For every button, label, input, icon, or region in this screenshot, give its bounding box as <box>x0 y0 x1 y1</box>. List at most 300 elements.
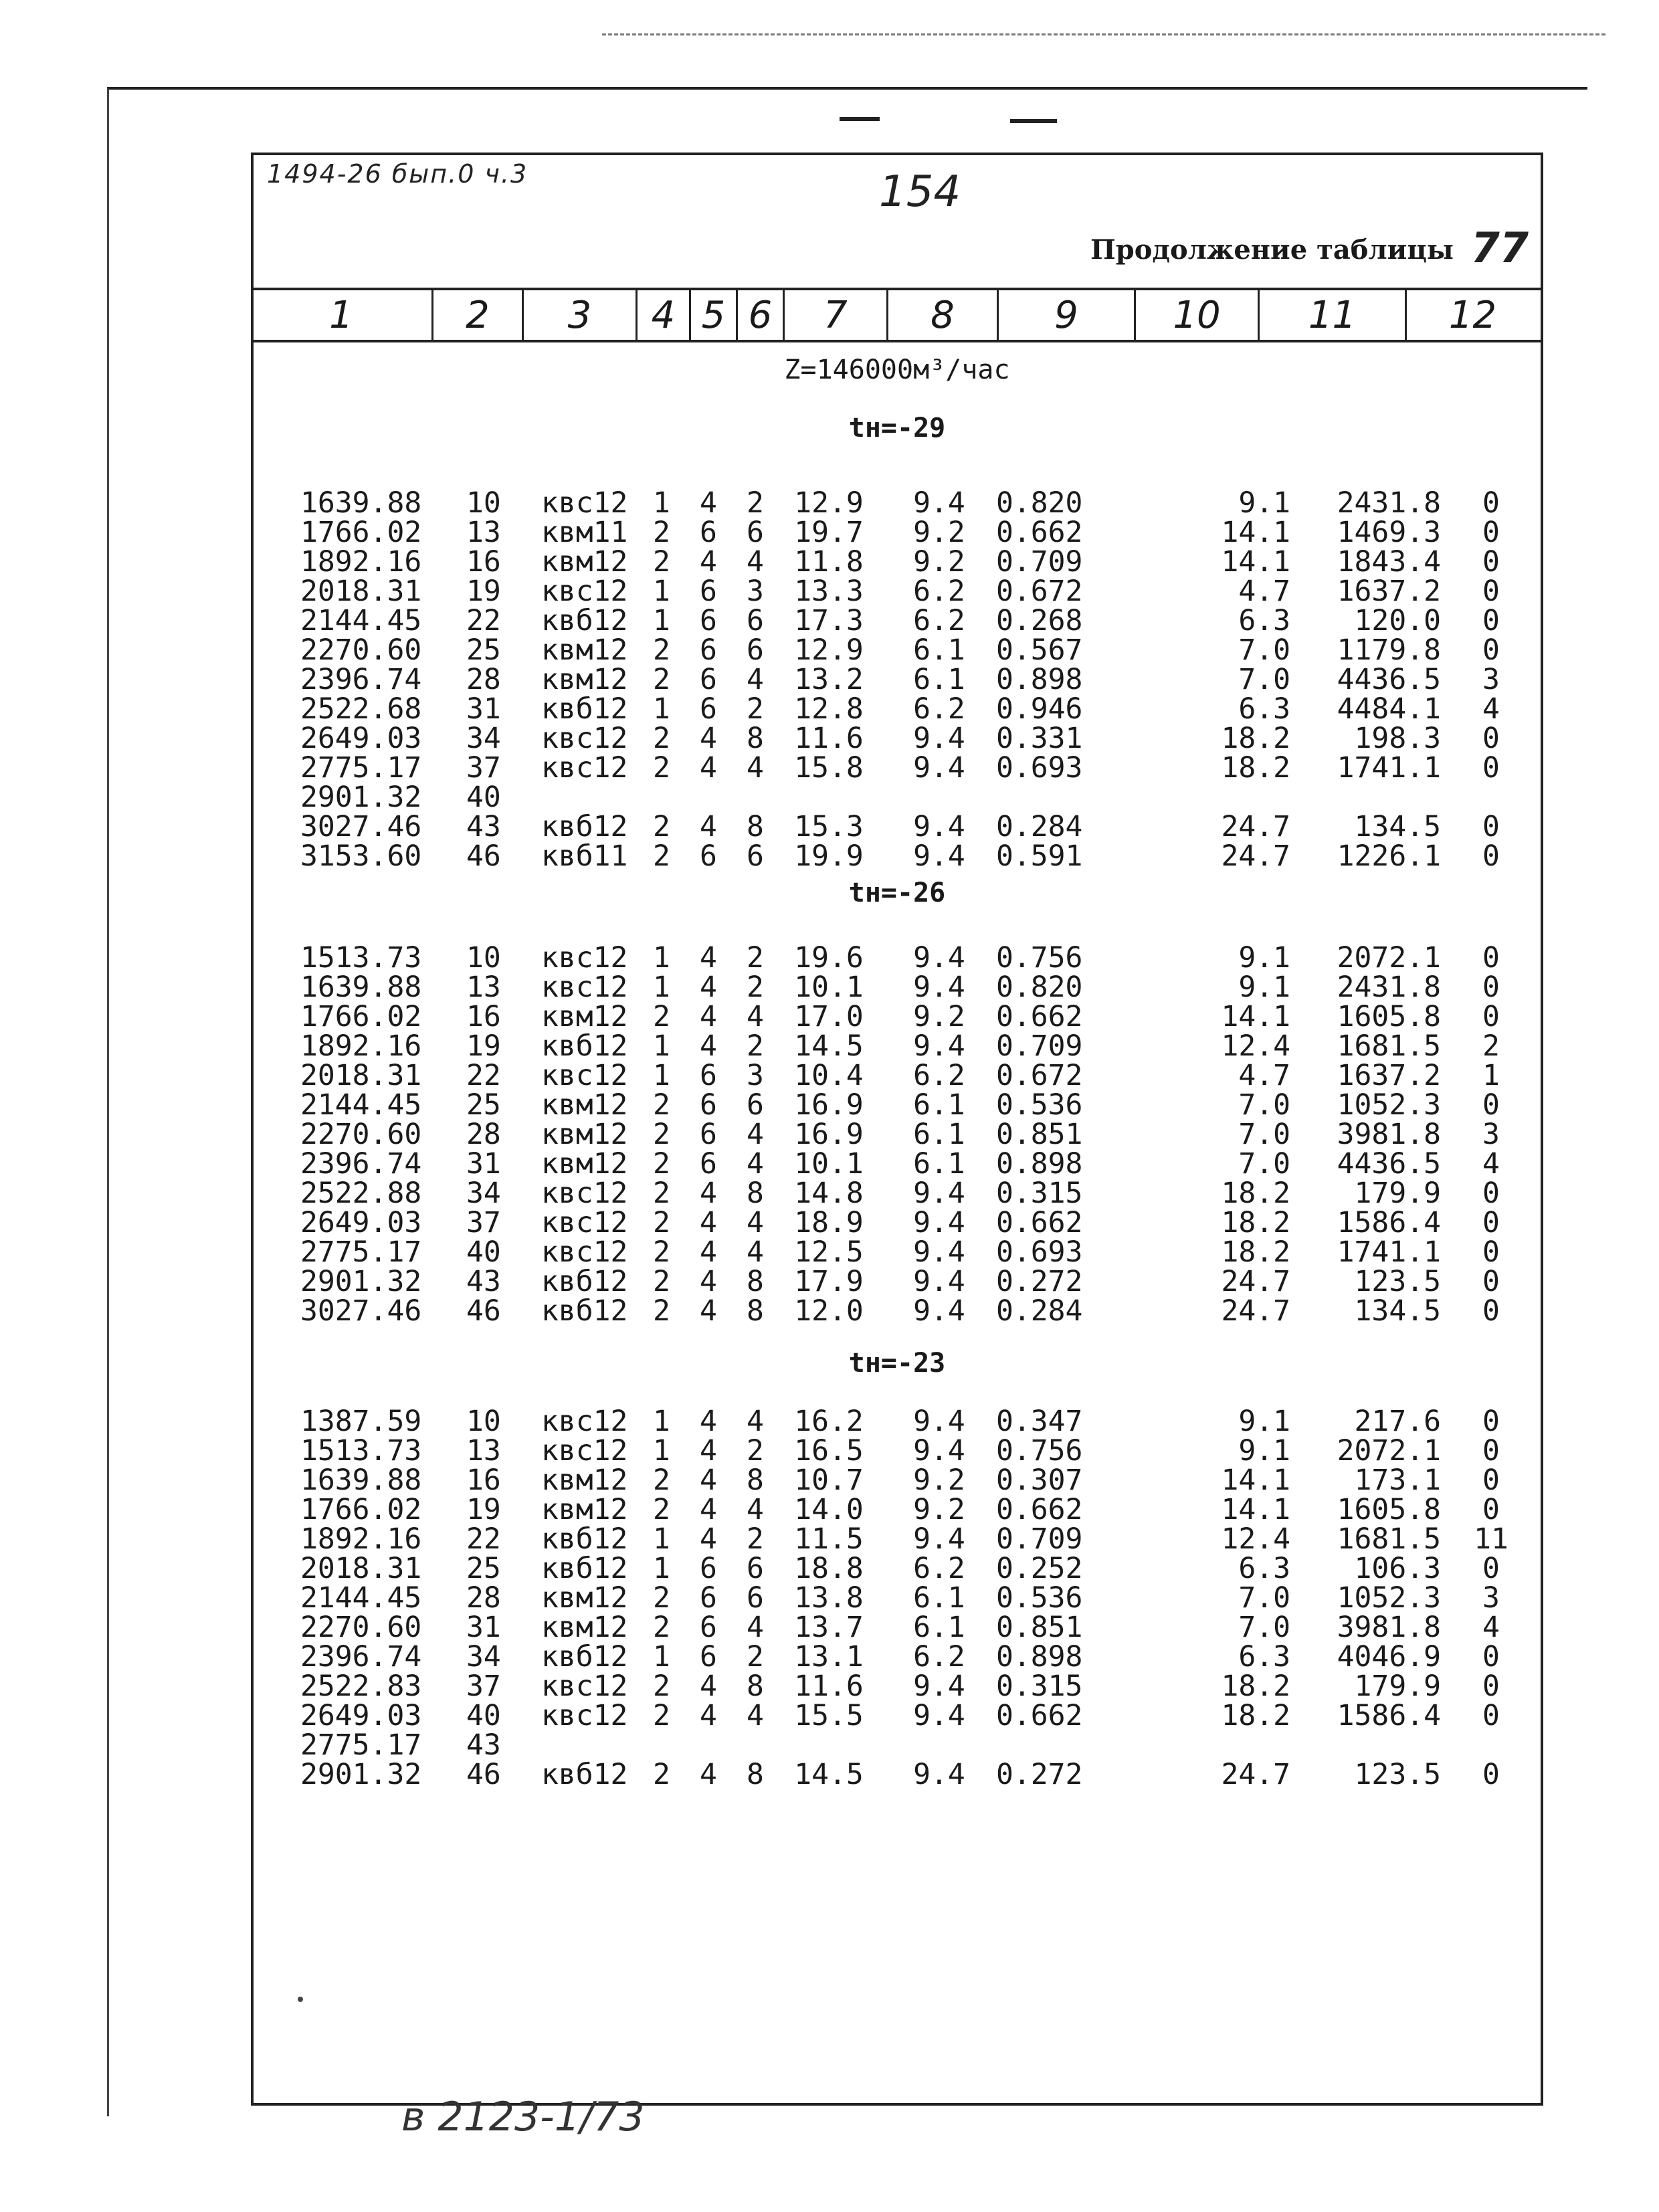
table-row <box>254 1235 1541 1269</box>
table-cell: 1469.3 <box>1337 516 1441 549</box>
table-cell: 6.3 <box>1238 1640 1290 1674</box>
table-cell: 8 <box>747 1464 764 1497</box>
table-row <box>254 941 1541 975</box>
column-header: 4 <box>636 290 689 340</box>
table-cell: 2018.31 <box>300 1059 422 1092</box>
table-cell: 6.1 <box>913 1581 965 1615</box>
table-cell: 2 <box>653 1464 670 1497</box>
table-cell: 1681.5 <box>1337 1029 1441 1063</box>
table-cell: 25 <box>466 1552 501 1585</box>
table-cell: 2018.31 <box>300 575 422 608</box>
table-cell: 4 <box>700 941 717 975</box>
table-cell: 1179.8 <box>1337 633 1441 667</box>
table-cell: 179.9 <box>1354 1177 1441 1210</box>
table-cell: 0.662 <box>996 1699 1083 1732</box>
table-cell: 1 <box>653 1059 670 1092</box>
table-cell: 3 <box>747 1059 764 1092</box>
table-row <box>254 781 1541 814</box>
table-cell: 4 <box>747 1206 764 1239</box>
table-cell: 6.2 <box>913 575 965 608</box>
document-sheet <box>251 153 1543 2106</box>
table-cell: 24.7 <box>1221 839 1290 873</box>
table-cell: 6.3 <box>1238 604 1290 637</box>
table-cell: 6 <box>700 1147 717 1181</box>
table-cell: 2 <box>653 1265 670 1298</box>
table-cell: 0.662 <box>996 516 1083 549</box>
table-cell: 8 <box>747 1758 764 1791</box>
table-cell: 0.756 <box>996 1434 1083 1468</box>
table-cell: 0.284 <box>996 1294 1083 1328</box>
table-cell: 13 <box>466 971 501 1004</box>
table-cell: 2522.68 <box>300 692 422 726</box>
table-row <box>254 663 1541 696</box>
table-cell: 0.662 <box>996 1206 1083 1239</box>
table-cell: 9.1 <box>1238 971 1290 1004</box>
table-cell: квб12 <box>541 1265 628 1298</box>
table-row <box>254 1581 1541 1615</box>
table-cell: 19.9 <box>794 839 864 873</box>
table-cell: 1 <box>653 604 670 637</box>
table-row <box>254 575 1541 608</box>
table-row <box>254 1405 1541 1438</box>
table-row <box>254 1088 1541 1122</box>
table-cell: 9.4 <box>913 839 965 873</box>
table-cell: 4 <box>700 1522 717 1556</box>
table-cell: 0.693 <box>996 751 1083 785</box>
table-cell: 0.898 <box>996 1640 1083 1674</box>
table-cell: 15.5 <box>794 1699 864 1732</box>
table-cell: 24.7 <box>1221 1294 1290 1328</box>
table-cell: 3027.46 <box>300 1294 422 1328</box>
table-cell: 3027.46 <box>300 810 422 843</box>
table-cell: 12.4 <box>1221 1029 1290 1063</box>
table-cell: 4 <box>700 1670 717 1703</box>
table-row <box>254 1522 1541 1556</box>
table-cell: 19.6 <box>794 941 864 975</box>
table-cell: 0.315 <box>996 1177 1083 1210</box>
table-cell: 2 <box>747 486 764 520</box>
table-cell: 18.2 <box>1221 1670 1290 1703</box>
table-cell: 2 <box>653 1147 670 1181</box>
table-cell: 2072.1 <box>1337 1434 1441 1468</box>
table-cell: 0.307 <box>996 1464 1083 1497</box>
table-cell: 0.851 <box>996 1611 1083 1644</box>
table-cell: 14.1 <box>1221 516 1290 549</box>
table-cell: 2649.03 <box>300 1699 422 1732</box>
table-cell: 14.0 <box>794 1493 864 1526</box>
table-cell: 24.7 <box>1221 1265 1290 1298</box>
table-cell: 9.4 <box>913 1029 965 1063</box>
table-cell: 4 <box>700 971 717 1004</box>
table-cell: 4046.9 <box>1337 1640 1441 1674</box>
table-cell: 6 <box>700 839 717 873</box>
table-cell: 217.6 <box>1354 1405 1441 1438</box>
table-caption-label: Продолжение таблицы <box>1090 234 1454 266</box>
table-cell: 4 <box>747 1235 764 1269</box>
table-cell: квм12 <box>541 1118 628 1151</box>
table-cell: 31 <box>466 1611 501 1644</box>
table-cell: 6.3 <box>1238 692 1290 726</box>
table-cell: 9.4 <box>913 722 965 755</box>
table-cell: 2 <box>747 1640 764 1674</box>
table-cell: квб11 <box>541 839 628 873</box>
table-cell: 24.7 <box>1221 1758 1290 1791</box>
document-code: 1494-26 бып.0 ч.3 <box>267 159 528 189</box>
table-cell: 9.4 <box>913 1265 965 1298</box>
table-cell: 8 <box>747 1670 764 1703</box>
table-cell: 9.4 <box>913 1758 965 1791</box>
table-cell: 4 <box>700 751 717 785</box>
table-cell: 3153.60 <box>300 839 422 873</box>
table-cell: 2270.60 <box>300 633 422 667</box>
table-cell: 9.4 <box>913 1206 965 1239</box>
table-cell: 0 <box>1482 633 1500 667</box>
table-row <box>254 545 1541 579</box>
table-cell: 13 <box>466 1434 501 1468</box>
table-cell: 9.4 <box>913 1177 965 1210</box>
table-cell: 179.9 <box>1354 1670 1441 1703</box>
column-header: 5 <box>689 290 736 340</box>
table-cell: 2775.17 <box>300 1235 422 1269</box>
table-cell: 0.693 <box>996 1235 1083 1269</box>
table-cell: 1639.88 <box>300 486 422 520</box>
table-cell: 18.2 <box>1221 1177 1290 1210</box>
table-cell: 13 <box>466 516 501 549</box>
table-cell: 1052.3 <box>1337 1581 1441 1615</box>
table-cell: 6 <box>700 663 717 696</box>
table-cell: 1586.4 <box>1337 1206 1441 1239</box>
table-cell: квб12 <box>541 1640 628 1674</box>
table-cell: 0 <box>1482 1464 1500 1497</box>
table-cell: 4 <box>1482 1611 1500 1644</box>
table-cell: 1513.73 <box>300 1434 422 1468</box>
table-cell: 1 <box>1482 1059 1500 1092</box>
table-cell: 4 <box>747 663 764 696</box>
table-cell: 0.709 <box>996 1029 1083 1063</box>
table-cell: 1741.1 <box>1337 1235 1441 1269</box>
column-header: 2 <box>431 290 522 340</box>
table-cell: 2 <box>653 1088 670 1122</box>
table-row <box>254 633 1541 667</box>
table-cell: 11.8 <box>794 545 864 579</box>
table-cell: 4436.5 <box>1337 663 1441 696</box>
table-cell: 12.9 <box>794 486 864 520</box>
table-cell: 4 <box>700 1294 717 1328</box>
table-cell: 9.1 <box>1238 941 1290 975</box>
table-cell: 0 <box>1482 1235 1500 1269</box>
table-cell: квс12 <box>541 1235 628 1269</box>
table-cell: 4.7 <box>1238 575 1290 608</box>
table-row <box>254 486 1541 520</box>
table-cell: 15.3 <box>794 810 864 843</box>
table-cell: 2775.17 <box>300 1728 422 1762</box>
table-cell: 2018.31 <box>300 1552 422 1585</box>
table-cell: 9.2 <box>913 1493 965 1526</box>
table-cell: 0 <box>1482 722 1500 755</box>
table-cell: 1 <box>653 1405 670 1438</box>
table-cell: 2431.8 <box>1337 486 1441 520</box>
table-cell: 1892.16 <box>300 1029 422 1063</box>
table-cell: 10.7 <box>794 1464 864 1497</box>
table-row <box>254 722 1541 755</box>
table-cell: 22 <box>466 604 501 637</box>
table-cell: 46 <box>466 1294 501 1328</box>
table-cell: 2 <box>653 722 670 755</box>
table-cell: 40 <box>466 1235 501 1269</box>
table-row <box>254 1434 1541 1468</box>
table-cell: 15.8 <box>794 751 864 785</box>
table-row <box>254 839 1541 873</box>
table-cell: 40 <box>466 781 501 814</box>
table-cell: 19 <box>466 575 501 608</box>
table-cell: 2522.88 <box>300 1177 422 1210</box>
table-cell: 1639.88 <box>300 1464 422 1497</box>
table-cell: 9.4 <box>913 810 965 843</box>
table-cell: 0 <box>1482 1670 1500 1703</box>
table-row <box>254 692 1541 726</box>
table-cell: 6 <box>700 1088 717 1122</box>
table-cell: 9.4 <box>913 1699 965 1732</box>
table-cell: 6 <box>747 516 764 549</box>
table-cell: 1605.8 <box>1337 1000 1441 1033</box>
table-cell: квс12 <box>541 751 628 785</box>
table-cell: квм12 <box>541 1464 628 1497</box>
table-cell: 0 <box>1482 971 1500 1004</box>
table-row <box>254 1611 1541 1644</box>
table-cell: 11.5 <box>794 1522 864 1556</box>
table-cell: 2431.8 <box>1337 971 1441 1004</box>
table-cell: 14.1 <box>1221 1000 1290 1033</box>
table-cell: 16.5 <box>794 1434 864 1468</box>
table-cell: 7.0 <box>1238 1611 1290 1644</box>
table-cell: 7.0 <box>1238 663 1290 696</box>
table-cell: 0 <box>1482 604 1500 637</box>
table-cell: 18.2 <box>1221 1235 1290 1269</box>
table-cell: 6.2 <box>913 1640 965 1674</box>
table-cell: 1 <box>653 971 670 1004</box>
table-cell: 4 <box>700 1029 717 1063</box>
table-cell: 2 <box>747 1522 764 1556</box>
table-cell: 13.3 <box>794 575 864 608</box>
table-cell: 1843.4 <box>1337 545 1441 579</box>
table-number: 77 <box>1470 223 1529 272</box>
table-row <box>254 1177 1541 1210</box>
table-cell: 0.820 <box>996 971 1083 1004</box>
table-cell: 2901.32 <box>300 1758 422 1791</box>
table-cell: квб12 <box>541 1294 628 1328</box>
table-cell: 40 <box>466 1699 501 1732</box>
table-cell: 0 <box>1482 575 1500 608</box>
table-cell: 1 <box>653 1434 670 1468</box>
table-cell: 2901.32 <box>300 1265 422 1298</box>
table-cell: 31 <box>466 1147 501 1181</box>
table-cell: квб12 <box>541 692 628 726</box>
table-cell: 4 <box>700 1206 717 1239</box>
table-cell: 0 <box>1482 1088 1500 1122</box>
scan-top-dashes <box>602 33 1605 49</box>
table-cell: 9.2 <box>913 1000 965 1033</box>
flow-rate-title: Z=146000м³/час <box>784 355 1010 385</box>
table-row <box>254 1029 1541 1063</box>
table-cell: 1766.02 <box>300 1493 422 1526</box>
table-row <box>254 1640 1541 1674</box>
table-cell: 4 <box>700 1493 717 1526</box>
table-cell: 4 <box>700 545 717 579</box>
table-cell: 0.709 <box>996 545 1083 579</box>
table-cell: 7.0 <box>1238 1147 1290 1181</box>
table-cell: 1681.5 <box>1337 1522 1441 1556</box>
table-cell: 16.9 <box>794 1118 864 1151</box>
table-row <box>254 1493 1541 1526</box>
table-cell: 2 <box>653 1699 670 1732</box>
scan-mark <box>840 117 880 121</box>
table-cell: 14.8 <box>794 1177 864 1210</box>
column-header: 10 <box>1134 290 1258 340</box>
table-cell: квс12 <box>541 1405 628 1438</box>
table-cell: 2775.17 <box>300 751 422 785</box>
table-cell: 16 <box>466 1000 501 1033</box>
table-cell: 2 <box>653 1294 670 1328</box>
table-cell: 0.898 <box>996 1147 1083 1181</box>
table-cell: 9.4 <box>913 1522 965 1556</box>
table-cell: 2 <box>653 1758 670 1791</box>
table-cell: 6 <box>700 1640 717 1674</box>
table-cell: 2 <box>653 545 670 579</box>
table-cell: 4 <box>747 1699 764 1732</box>
table-cell: 6 <box>700 1611 717 1644</box>
table-cell: 2 <box>653 1670 670 1703</box>
table-cell: 18.8 <box>794 1552 864 1585</box>
table-row <box>254 1728 1541 1762</box>
table-cell: 6.2 <box>913 1059 965 1092</box>
table-cell: 9.4 <box>913 751 965 785</box>
table-cell: 2270.60 <box>300 1611 422 1644</box>
table-row <box>254 1206 1541 1239</box>
table-cell: 17.3 <box>794 604 864 637</box>
table-cell: 6 <box>700 692 717 726</box>
table-cell: 43 <box>466 810 501 843</box>
table-cell: 4 <box>700 1434 717 1468</box>
table-cell: квс12 <box>541 1699 628 1732</box>
table-cell: 12.9 <box>794 633 864 667</box>
table-cell: 18.2 <box>1221 751 1290 785</box>
table-cell: 9.4 <box>913 486 965 520</box>
table-cell: 1892.16 <box>300 1522 422 1556</box>
table-cell: 4 <box>747 545 764 579</box>
table-row <box>254 1552 1541 1585</box>
table-cell: 0 <box>1482 1758 1500 1791</box>
table-cell: 4 <box>747 1118 764 1151</box>
table-cell: 2 <box>1482 1029 1500 1063</box>
table-cell: 3981.8 <box>1337 1118 1441 1151</box>
table-cell: 7.0 <box>1238 1581 1290 1615</box>
column-header: 8 <box>886 290 997 340</box>
table-cell: 10 <box>466 486 501 520</box>
column-header: 12 <box>1405 290 1539 340</box>
table-cell: квб12 <box>541 1552 628 1585</box>
table-cell: 8 <box>747 722 764 755</box>
table-cell: 2 <box>747 971 764 1004</box>
table-cell: 134.5 <box>1354 810 1441 843</box>
table-cell: 3 <box>1482 663 1500 696</box>
table-cell: 19 <box>466 1029 501 1063</box>
table-cell: 16 <box>466 1464 501 1497</box>
table-cell: 8 <box>747 1177 764 1210</box>
table-cell: 9.4 <box>913 941 965 975</box>
table-cell: 31 <box>466 692 501 726</box>
table-cell: 6.1 <box>913 1088 965 1122</box>
table-cell: 0.662 <box>996 1493 1083 1526</box>
table-row <box>254 1000 1541 1033</box>
table-cell: 4 <box>700 1177 717 1210</box>
table-cell: 2 <box>653 516 670 549</box>
table-cell: 9.4 <box>913 1235 965 1269</box>
table-cell: 3 <box>1482 1118 1500 1151</box>
table-cell: 4 <box>747 1405 764 1438</box>
table-cell: 4 <box>747 1147 764 1181</box>
table-cell: 14.5 <box>794 1758 864 1791</box>
table-cell: 4436.5 <box>1337 1147 1441 1181</box>
table-cell: 11.6 <box>794 1670 864 1703</box>
table-cell: 4 <box>700 1464 717 1497</box>
table-cell: 2 <box>653 1206 670 1239</box>
table-cell: 2 <box>653 1000 670 1033</box>
table-cell: 0.268 <box>996 604 1083 637</box>
table-cell: 4 <box>700 1405 717 1438</box>
table-cell: 11 <box>1474 1522 1508 1556</box>
table-cell: 6 <box>747 633 764 667</box>
table-cell: 3981.8 <box>1337 1611 1441 1644</box>
table-cell: 2522.83 <box>300 1670 422 1703</box>
table-cell: 3 <box>1482 1581 1500 1615</box>
table-cell: 2072.1 <box>1337 941 1441 975</box>
table-cell: 9.1 <box>1238 1434 1290 1468</box>
table-cell: 0 <box>1482 1552 1500 1585</box>
table-cell: 4484.1 <box>1337 692 1441 726</box>
column-header: 1 <box>329 293 353 337</box>
table-cell: квм12 <box>541 1000 628 1033</box>
table-cell: 1637.2 <box>1337 1059 1441 1092</box>
table-cell: квм12 <box>541 663 628 696</box>
table-cell: 0.347 <box>996 1405 1083 1438</box>
table-cell: 2144.45 <box>300 1581 422 1615</box>
table-cell: 2396.74 <box>300 663 422 696</box>
table-cell: 4.7 <box>1238 1059 1290 1092</box>
table-cell: 2 <box>653 1235 670 1269</box>
table-cell: 9.4 <box>913 1670 965 1703</box>
table-cell: 37 <box>466 1206 501 1239</box>
table-cell: 0.591 <box>996 839 1083 873</box>
table-row <box>254 1294 1541 1328</box>
table-cell: 4 <box>700 1265 717 1298</box>
table-cell: 10 <box>466 941 501 975</box>
table-row <box>254 1758 1541 1791</box>
table-cell: 1766.02 <box>300 1000 422 1033</box>
table-cell: 0.536 <box>996 1088 1083 1122</box>
table-cell: 1 <box>653 1029 670 1063</box>
table-cell: 123.5 <box>1354 1758 1441 1791</box>
table-cell: 18.2 <box>1221 1699 1290 1732</box>
table-cell: 6 <box>700 516 717 549</box>
table-cell: 0.284 <box>996 810 1083 843</box>
table-row <box>254 1118 1541 1151</box>
table-cell: 0.272 <box>996 1265 1083 1298</box>
table-cell: 6 <box>700 1552 717 1585</box>
table-cell: 198.3 <box>1354 722 1441 755</box>
section-title: tн=-23 <box>848 1348 946 1379</box>
table-cell: 46 <box>466 839 501 873</box>
table-cell: 6.1 <box>913 1147 965 1181</box>
